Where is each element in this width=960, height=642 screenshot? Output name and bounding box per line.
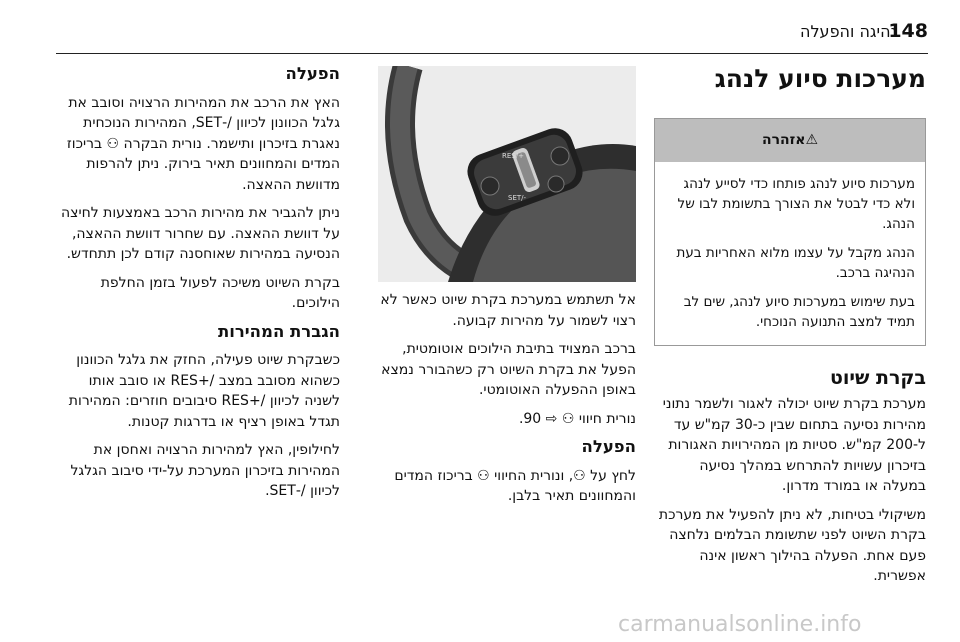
steering-wheel-illustration bbox=[378, 66, 636, 282]
left-column bbox=[52, 64, 340, 510]
set-label: SET/- bbox=[508, 194, 527, 202]
body-paragraph: לחץ על ⚇, ונורית החיווי ⚇ בריכוז המדים והמחוונים תאיר בלבן. bbox=[394, 467, 636, 504]
body-paragraph: אל תשתמש במערכת בקרת שיוט כאשר לא רצוי לשמור על מהירות קבועה. bbox=[380, 292, 636, 329]
warning-paragraph: הנהג מקבל על עצמו מלוא האחריות בעת הנהיגה ברכב. bbox=[676, 244, 915, 281]
page-header bbox=[56, 20, 928, 52]
body-paragraph: לחילופין, האץ למהירות הרצויה ואחסן את המהירות בזיכרון המערכת על-ידי סיבוב הגלגל לכיוון /-SET. bbox=[70, 442, 340, 499]
warning-paragraph: מערכות סיוע לנהג פותחו כדי לסייע לנהג ולא כדי לבטל את הצורך בתשומת לבו של הנהג. bbox=[677, 175, 915, 232]
right-column bbox=[654, 64, 926, 595]
steering-wheel-figure bbox=[378, 66, 636, 282]
body-paragraph: נורית חיווי ⚇ ⇨ 90. bbox=[518, 410, 636, 427]
watermark: carmanualsonline.info bbox=[618, 612, 862, 637]
warning-body bbox=[655, 162, 925, 345]
header-rule bbox=[56, 53, 928, 54]
page-number: 148 bbox=[888, 20, 928, 42]
res-label: RES/+ bbox=[502, 152, 524, 160]
increase-speed-title: הגברת המהירות bbox=[217, 321, 340, 341]
body-paragraph: כשבקרת שיוט פעילה, החזק את גלגל הכוונון כשהוא מסובב במצב /+RES או סובב אותו לשניה לכיוון /+RES סיבובים חוזרים: המהירות תגדל באופן רציף או בדרגות קטנות. bbox=[68, 352, 340, 430]
activation-title: הפעלה bbox=[581, 437, 636, 456]
body-paragraph: מערכת בקרת שיוט יכולה לאגור ולשמר נתוני מהירות נסיעה בתחום שבין כ-30 קמ"ש עד ל-200 קמ"ש. סטיות מן המהירויות האגורות בזיכרון עשויות להתרחש במהלך נסיעה במעלה או במורד מדרון. bbox=[662, 396, 926, 494]
warning-box bbox=[654, 118, 926, 346]
warning-header: ⚠אזהרה bbox=[655, 119, 925, 162]
cruise-control-title: בקרת שיוט bbox=[829, 366, 926, 389]
body-paragraph: בקרת השיוט משיכה לפעול בזמן החלפת הילוכים. bbox=[100, 274, 340, 311]
middle-column bbox=[380, 290, 636, 515]
body-paragraph: ניתן להגביר את מהירות הרכב באמצעות לחיצה על דוושת ההאצה. עם שחרור דוושת ההאצה, הנסיעה במהירות שאוחסנה קודם לכן תתחדש. bbox=[61, 205, 340, 262]
body-paragraph: האץ את הרכב את המהירות הרצויה וסובב את גלגל הכוונון לכיוון /-SET, המהירות הנוכחית נאגרת בזיכרון ותישמר. נורית הבקרה ⚇ בריכוז המדים והמחוונים תאיר בירוק. ניתן להרפות מדוושת ההאצה. bbox=[66, 94, 340, 193]
activation-title: הפעלה bbox=[285, 64, 340, 83]
warning-paragraph: בעת שימוש במערכות סיוע לנהג, שים לב תמיד למצב התנועה הנוכחי. bbox=[683, 293, 915, 330]
header-title: נהיגה והפעלה bbox=[800, 22, 897, 41]
body-paragraph: משיקולי בטיחות, לא ניתן להפעיל את מערכת בקרת השיוט לפני שתשומת הבלמים נלחצה פעם אחת. הפעלה בהילוך ראשון אינה אפשרית. bbox=[658, 506, 926, 584]
main-title: מערכות סיוע לנהג bbox=[714, 64, 926, 93]
body-paragraph: ברכב המצויד בתיבת הילוכים אוטומטית, הפעל את בקרת השיוט רק כשהבורר נמצא באופן ההפעלה האוטומטי. bbox=[381, 341, 636, 398]
